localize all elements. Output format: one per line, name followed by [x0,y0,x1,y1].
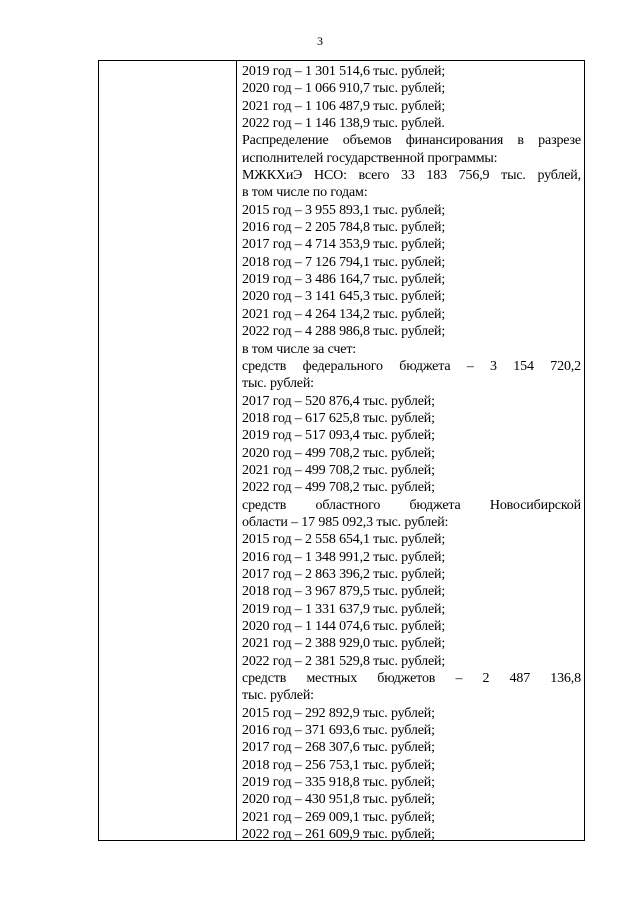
text-line: 2019 год – 1 331 637,9 тыс. рублей; [242,601,446,617]
text-line: 2016 год – 371 693,6 тыс. рублей; [242,723,435,739]
text-line: 2015 год – 2 558 654,1 тыс. рублей; [242,532,446,548]
left-empty-cell [99,61,237,840]
text-line: 2015 год – 3 955 893,1 тыс. рублей; [242,202,446,218]
text-line: в том числе по годам: [242,185,368,201]
text-line: 2021 год – 2 388 929,0 тыс. рублей; [242,636,446,652]
text-line: 2017 год – 520 876,4 тыс. рублей; [242,393,435,409]
text-line: тыс. рублей: [242,376,314,392]
text-line: 2019 год – 335 918,8 тыс. рублей; [242,775,435,791]
financing-text-cell [242,63,581,843]
text-line: 2021 год – 4 264 134,2 тыс. рублей; [242,306,446,322]
financing-table [98,60,585,841]
text-line: 2016 год – 1 348 991,2 тыс. рублей; [242,549,446,565]
text-line: в том числе за счет: [242,341,357,357]
text-line: 2021 год – 1 106 487,9 тыс. рублей; [242,98,446,114]
text-line: 2021 год – 269 009,1 тыс. рублей; [242,809,435,825]
text-line: 2018 год – 256 753,1 тыс. рублей; [242,757,435,773]
text-line: исполнителей государственной программы: [242,150,498,166]
text-line: 2017 год – 4 714 353,9 тыс. рублей; [242,237,446,253]
text-line: 2017 год – 268 307,6 тыс. рублей; [242,740,435,756]
text-line: 2022 год – 261 609,9 тыс. рублей; [242,827,435,843]
page-number: 3 [317,34,323,48]
text-line: 2022 год – 499 708,2 тыс. рублей; [242,480,435,496]
text-line: 2019 год – 1 301 514,6 тыс. рублей; [242,64,446,79]
text-line: МЖКХиЭ НСО: всего 33 183 756,9 тыс. рублей, [242,168,581,184]
text-line: средств областного бюджета Новосибирской [242,497,581,513]
text-line: 2020 год – 3 141 645,3 тыс. рублей; [242,289,446,305]
text-line: 2019 год – 3 486 164,7 тыс. рублей; [242,272,446,288]
text-line: 2017 год – 2 863 396,2 тыс. рублей; [242,566,446,582]
text-line: средств федерального бюджета – 3 154 720,2 [242,358,581,374]
text-line: 2018 год – 7 126 794,1 тыс. рублей; [242,254,446,270]
text-line: 2022 год – 2 381 529,8 тыс. рублей; [242,653,446,669]
text-line: тыс. рублей: [242,688,314,704]
text-line: 2022 год – 1 146 138,9 тыс. рублей. [242,116,445,132]
text-line: 2020 год – 1 066 910,7 тыс. рублей; [242,81,446,97]
text-line: 2020 год – 1 144 074,6 тыс. рублей; [242,619,446,634]
text-line: 2019 год – 517 093,4 тыс. рублей; [242,428,435,444]
text-line: 2015 год – 292 892,9 тыс. рублей; [242,705,435,721]
text-line: 2022 год – 4 288 986,8 тыс. рублей; [242,324,446,340]
text-line: 2020 год – 430 951,8 тыс. рублей; [242,792,435,808]
text-line: средств местных бюджетов – 2 487 136,8 [242,671,581,687]
text-line: 2020 год – 499 708,2 тыс. рублей; [242,445,435,461]
text-line: 2018 год – 3 967 879,5 тыс. рублей; [242,584,446,600]
text-line: области – 17 985 092,3 тыс. рублей: [242,514,449,530]
text-line: 2018 год – 617 625,8 тыс. рублей; [242,410,435,426]
text-line: 2016 год – 2 205 784,8 тыс. рублей; [242,220,446,236]
text-line: Распределение объемов финансирования в разрезе [242,133,581,149]
text-line: 2021 год – 499 708,2 тыс. рублей; [242,462,435,478]
